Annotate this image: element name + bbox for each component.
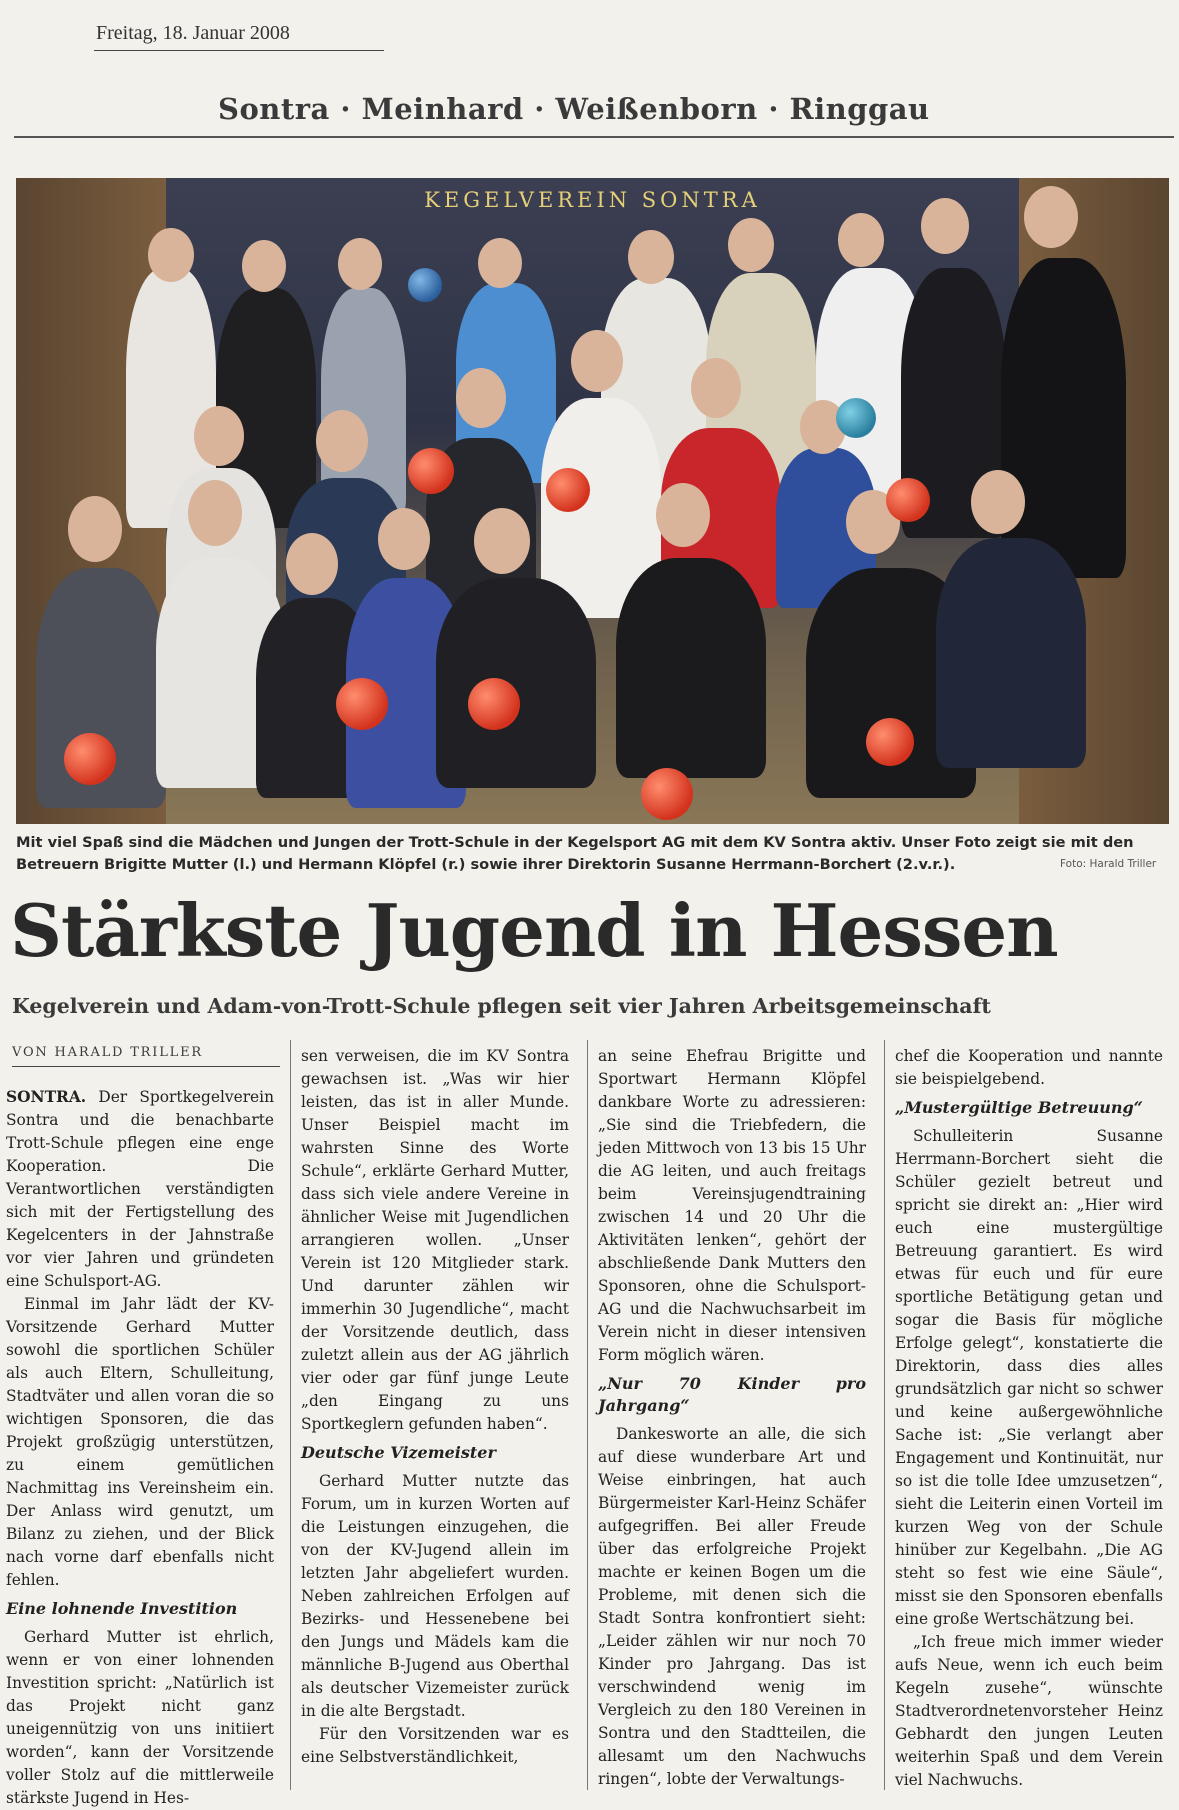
- article-column-4: [895, 1045, 1163, 1792]
- person-head: [1024, 186, 1078, 248]
- article-column-1: [6, 1086, 274, 1810]
- article-column-3: [598, 1045, 866, 1791]
- person-head: [921, 198, 969, 254]
- headline: Stärkste Jugend in Hessen: [10, 888, 1058, 973]
- bowling-ball: [336, 678, 388, 730]
- column-separator: [587, 1040, 588, 1790]
- person-head: [242, 240, 286, 292]
- bowling-ball: [64, 733, 116, 785]
- photo-banner: KEGELVEREIN SONTRA: [424, 188, 761, 212]
- section-rule: [14, 136, 1174, 138]
- person-head: [474, 508, 530, 574]
- paragraph: an seine Ehefrau Brigitte und Sportwart Hermann Klöpfel dankbare Worte zu adressieren: „Sie sind die Triebfedern, die jeden Mittwoch von 13 bis 15 Uhr die AG leiten, und auch freitags beim Vereinsjugendtraining zwischen 14 und 20 Uhr die Aktivitäten lenken“, gehört der abschließende Dank Mutters den Sponsoren, ohne die Schulsport-AG und die Nachwuchsarbeit im Verein nicht in dieser intensiven Form möglich wären.: [598, 1047, 866, 1364]
- bowling-ball: [866, 718, 914, 766]
- person: [616, 558, 766, 778]
- group-photo: [16, 178, 1169, 824]
- dateline: SONTRA.: [6, 1088, 87, 1106]
- person-head: [691, 358, 741, 418]
- paragraph: Für den Vorsitzenden war es eine Selbstverständlichkeit,: [301, 1725, 569, 1766]
- bowling-ball: [836, 398, 876, 438]
- person-head: [378, 508, 430, 570]
- person-head: [148, 228, 194, 282]
- section-header: Sontra · Meinhard · Weißenborn · Ringgau: [218, 92, 930, 126]
- person: [436, 578, 596, 788]
- person-head: [728, 218, 774, 272]
- paragraph: [6, 1086, 274, 1293]
- paragraph: Gerhard Mutter ist ehrlich, wenn er von einer lohnenden Investition spricht: „Natürlich ist das Projekt nicht ganz uneigennützig von uns initiiert worden“, kann der Vorsitzende voller Stolz auf die mittlerweile stärkste Jugend in Hes-: [6, 1628, 274, 1807]
- byline-rule: [12, 1066, 280, 1067]
- paragraph: chef die Kooperation und nannte sie beispielgebend.: [895, 1047, 1163, 1088]
- person-head: [478, 238, 522, 288]
- person: [1001, 258, 1126, 578]
- subheading: „Nur 70 Kinder pro Jahrgang“: [598, 1374, 866, 1415]
- bowling-ball: [886, 478, 930, 522]
- bowling-ball: [641, 768, 693, 820]
- person-head: [316, 410, 368, 472]
- byline: VON HARALD TRILLER: [12, 1045, 203, 1060]
- photo-credit: Foto: Harald Triller: [1060, 858, 1157, 870]
- subheading: Deutsche Vizemeister: [301, 1443, 496, 1462]
- subheading: „Mustergültige Betreuung“: [895, 1098, 1143, 1117]
- column-separator: [884, 1040, 885, 1790]
- paragraph-text: Der Sportkegelverein Sontra und die benachbarte Trott-Schule pflegen eine enge Kooperation. Die Verantwortlichen verständigten sich mit der Fertigstellung des Kegelcenters in der Jahnstraße vor vier Jahren und gründeten eine Schulsport-AG.: [6, 1088, 274, 1290]
- person-head: [286, 533, 338, 595]
- bowling-ball: [408, 448, 454, 494]
- subheadline: Kegelverein und Adam-von-Trott-Schule pflegen seit vier Jahren Arbeitsgemeinschaft: [12, 994, 991, 1018]
- column-separator: [290, 1040, 291, 1790]
- person: [936, 538, 1086, 768]
- bowling-ball: [546, 468, 590, 512]
- person-head: [338, 238, 382, 290]
- subheading: Eine lohnende Investition: [6, 1599, 238, 1618]
- photo-caption: Mit viel Spaß sind die Mädchen und Jungen der Trott-Schule in der Kegelsport AG mit dem KV Sontra aktiv. Unser Foto zeigt sie mit den Betreuern Brigitte Mutter (l.) und Hermann Klöpfel (r.) sowie ihrer Direktorin Susanne Herrmann-Borchert (2.v.r.).: [16, 834, 1134, 873]
- person-head: [656, 483, 710, 547]
- paragraph: Schulleiterin Susanne Herrmann-Borchert sieht die Schüler gezielt betreut und spricht sie direkt an: „Hier wird euch eine mustergültige Betreuung garantiert. Es wird etwas für euch und für eure sportliche Betätigung getan und sogar die Basis für mögliche Erfolge gelegt“, konstatierte die Direktorin, dass dies alles grundsätzlich gar nicht so schwer und keine außergewöhnliche Sache ist: „Sie verlangt aber Engagement und Kontinuität, nur so ist die tolle Idee umzusetzen“, sieht die Leiterin einen Vorteil im kurzen Weg von der Schule hinüber zur Kegelbahn. „Die AG steht so fest wie eine Säule“, misst sie den Sponsoren ebenfalls eine große Wertschätzung bei.: [895, 1127, 1163, 1628]
- person-head: [838, 213, 884, 267]
- bowling-ball: [468, 678, 520, 730]
- person-head: [628, 230, 674, 284]
- person-head: [194, 406, 244, 466]
- date-line: Freitag, 18. Januar 2008: [96, 22, 290, 44]
- paragraph: Dankesworte an alle, die sich auf diese wunderbare Art und Weise einbringen, hat auch Bürgermeister Karl-Heinz Schäfer aufgegriffen. Bei aller Freude über das erfolgreiche Projekt machte er keinen Bogen um die Probleme, mit denen sich die Stadt Sontra konfrontiert sieht: „Leider zählen wir nur noch 70 Kinder pro Jahrgang. Das ist verschwindend wenig im Vergleich zu den 180 Vereinen in Sontra und den Stadtteilen, die allesamt um den Nachwuchs ringen“, lobte der Verwaltungs-: [598, 1425, 866, 1788]
- person-head: [971, 470, 1025, 534]
- paragraph: sen verweisen, die im KV Sontra gewachsen ist. „Was wir hier leisten, das ist in aller Munde. Unser Beispiel macht im wahrsten Sinne des Worte Schule“, erklärte Gerhard Mutter, dass sich viele andere Vereine in ähnlicher Weise mit Jugendlichen arrangieren wollen. „Unser Verein ist 120 Mitglieder stark. Und darunter zählen wir immerhin 30 Jugendliche“, macht der Vorsitzende deutlich, dass zuletzt allein aus der AG jährlich vier oder gar fünf junge Leute „den Eingang zu uns Sportkeglern gefunden haben“.: [301, 1047, 569, 1433]
- person-head: [456, 368, 506, 428]
- article-column-2: [301, 1045, 569, 1769]
- paragraph: „Ich freue mich immer wieder aufs Neue, wenn ich euch beim Kegeln zusehe“, wünschte Stadtverordnetenvorsteher Heinz Gebhardt den jungen Leuten weiterhin Spaß und dem Verein viel Nachwuchs.: [895, 1633, 1163, 1789]
- bowling-ball: [408, 268, 442, 302]
- date-rule: [94, 50, 384, 51]
- paragraph: Gerhard Mutter nutzte das Forum, um in kurzen Worten auf die Leistungen einzugehen, die von der KV-Jugend allein im letzten Jahr abgeliefert wurden. Neben zahlreichen Erfolgen auf Bezirks- und Hessenebene bei den Jungs und Mädels kam die männliche B-Jugend aus Oberthal als deutscher Vizemeister zurück in die alte Bergstadt.: [301, 1472, 569, 1720]
- person-head: [188, 480, 242, 546]
- paragraph: Einmal im Jahr lädt der KV-Vorsitzende Gerhard Mutter sowohl die sportlichen Schüler als auch Eltern, Schulleitung, Stadtväter und allen voran die so wichtigen Sponsoren, die das Projekt großzügig unterstützen, zu einem gemütlichen Nachmittag ins Vereinsheim ein. Der Anlass wird genutzt, um Bilanz zu ziehen, und der Blick nach vorne darf ebenfalls nicht fehlen.: [6, 1295, 274, 1589]
- person-head: [571, 330, 623, 392]
- person-head: [68, 496, 122, 562]
